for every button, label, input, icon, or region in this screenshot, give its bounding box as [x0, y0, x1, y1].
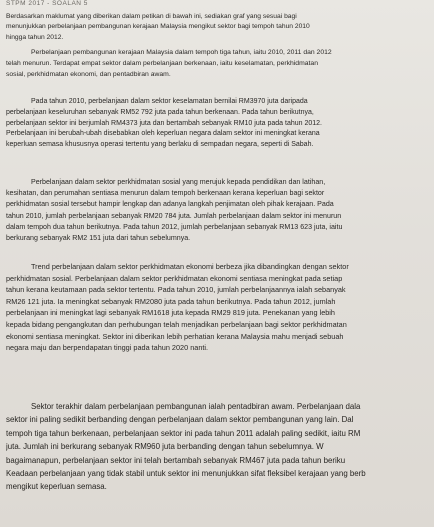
text-line: perbelanjaan ini meningkat lagi sebanyak RM1618 juta kepada RM29 819 juta. Penekanan yang lebih	[6, 308, 335, 318]
text-line: tahun kerana keutamaan pada sektor tertentu. Pada tahun 2010, jumlah perbelanjaannya ialah sebanyak	[6, 285, 346, 295]
paragraph-5	[6, 400, 434, 494]
text-line: perkhidmatan sosial tersebut hampir lengkap dan adanya langkah penjimatan oleh pihak kerajaan. Pada	[6, 200, 334, 209]
text-line: Perbelanjaan pembangunan kerajaan Malaysia dalam tempoh tiga tahun, iaitu 2010, 2011 dan 2012	[31, 49, 332, 56]
paragraph-2	[6, 97, 434, 151]
text-line: Berdasarkan maklumat yang diberikan dalam petikan di bawah ini, sediakan graf yang sesuai bagi	[6, 13, 297, 20]
text-line: perkhidmatan sosial. Perbelanjaan dalam sektor perkhidmatan ekonomi sentiasa meningkat pada setiap	[6, 273, 343, 283]
text-line: Pada tahun 2010, perbelanjaan dalam sektor keselamatan bernilai RM3970 juta daripada	[31, 98, 308, 105]
text-line: sosial, perkhidmatan ekonomi, dan pentadbiran awam.	[6, 70, 171, 78]
intro-paragraph	[6, 12, 434, 43]
text-line: ekonomi sentiasa meningkat. Sektor ini diberikan lebih perhatian kerana Malaysia mahu menjadi sebuah	[6, 331, 344, 341]
text-line: perbelanjaan keseluruhan sebanyak RM52 792 juta pada tahun berkenaan. Pada tahun berikutnya,	[6, 108, 314, 116]
text-line: sektor ini paling sedikit berbanding dengan perbelanjaan dalam sektor pembangunan yang lain. Dal	[6, 415, 354, 425]
text-line: Sektor terakhir dalam perbelanjaan pembangunan ialah pentadbiran awam. Perbelanjaan dala	[31, 402, 361, 411]
text-line: tempoh tiga tahun berkenaan, perbelanjaan sektor ini pada tahun 2011 adalah paling sedikit, iaitu RM	[6, 428, 361, 438]
text-line: hingga tahun 2012.	[6, 33, 64, 41]
text-line: Trend perbelanjaan dalam sektor perkhidmatan ekonomi berbeza jika dibandingkan dengan sektor	[31, 262, 349, 271]
text-line: mengikut keperluan semasa.	[6, 482, 107, 492]
text-line: dalam tempoh dua tahun berikutnya. Pada tahun 2012, jumlah perbelanjaan sebanyak RM13 623 juta, iaitu	[6, 222, 343, 231]
text-line: perbelanjaan sektor ini berjumlah RM4373 juta dan bertambah sebanyak RM10 juta pada tahun 2012.	[6, 119, 322, 127]
text-line: negara maju dan berpendapatan tinggi pada tahun 2020 nanti.	[6, 343, 209, 353]
text-line: kepada bidang pengangkutan dan perhubungan telah menjadikan perbelanjaan bagi sektor perkhidmatan	[6, 319, 347, 329]
text-line: keperluan semasa khususnya operasi tertentu yang berlaku di sempadan negara, seperti di Sabah.	[6, 141, 314, 149]
paragraph-1	[6, 48, 434, 80]
text-line: telah menurun. Terdapat empat sektor dalam perbelanjaan berkenaan, iaitu keselamatan, perkhidmatan	[6, 59, 318, 67]
page-header: STPM 2017 - SOALAN 5	[6, 0, 88, 7]
text-line: Perbelanjaan dalam sektor perkhidmatan sosial yang merujuk kepada pendidikan dan latihan,	[31, 178, 326, 186]
text-line: juta. Jumlah ini berkurang sebanyak RM960 juta berbanding dengan tahun sebelumnya. W	[6, 442, 324, 452]
text-line: tahun 2010, jumlah perbelanjaan sebanyak RM20 784 juta. Jumlah perbelanjaan dalam sektor ini menurun	[6, 211, 342, 220]
paragraph-3	[6, 177, 434, 244]
text-line: bagaimanapun, perbelanjaan sektor ini telah bertambah sebanyak RM467 juta pada tahun beriku	[6, 455, 346, 465]
text-line: berkurang sebanyak RM2 151 juta dari tahun sebelumnya.	[6, 234, 191, 243]
text-line: menunjukkan perbelanjaan pembangunan kerajaan Malaysia mengikut sektor bagi tempoh tahun 2010	[6, 23, 310, 31]
paragraph-4	[6, 261, 434, 354]
text-line: Keadaan perbelanjaan yang tidak stabil untuk sektor ini menunjukkan sifat fleksibel kerajaan yang berb	[6, 469, 366, 479]
text-line: RM26 121 juta. Ia meningkat sebanyak RM2080 juta pada tahun berikutnya. Pada tahun 2012, jumlah	[6, 296, 336, 306]
text-line: Perbelanjaan ini berubah-ubah disebabkan oleh keperluan negara dalam sektor ini meningkat kerana	[6, 130, 320, 138]
text-line: kesihatan, dan perumahan sentiasa menurun dalam tempoh berkenaan kerana keperluan bagi sektor	[6, 189, 325, 198]
